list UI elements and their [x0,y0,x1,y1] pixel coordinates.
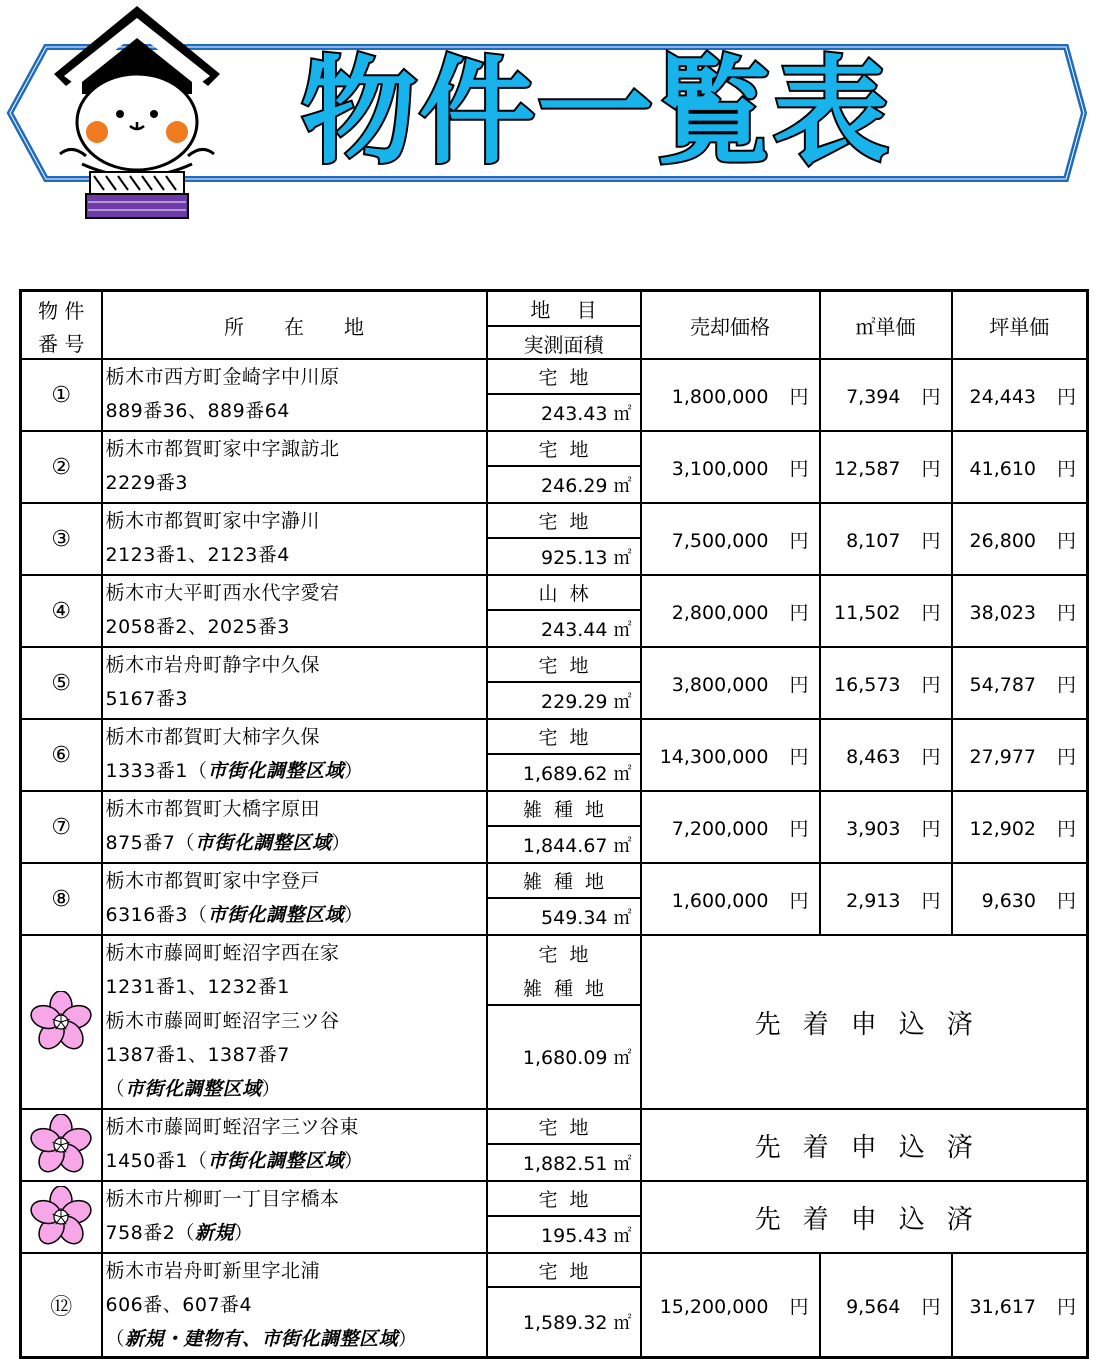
area-cell: 243.44 ㎡ [487,610,641,647]
tsubo-price-cell: 12,902 円 [952,791,1088,863]
row-number: ⑧ [21,863,102,935]
price-cell: 14,300,000 円 [641,719,820,791]
category-cell: 宅地 [487,647,641,682]
category-cell: 宅地 [487,935,641,970]
row-number: ⑥ [21,719,102,791]
table-row [21,1109,1088,1144]
table-row [21,647,1088,682]
header-price: 売却価格 [641,291,820,360]
header-number [21,291,102,360]
row-number: ⑫ [21,1253,102,1358]
sqm-price-cell: 12,587 円 [820,431,952,503]
table-row [21,1181,1088,1216]
category-cell: 雑種地 [487,863,641,898]
row-number: ⑤ [21,647,102,719]
sqm-price-cell: 7,394 円 [820,359,952,431]
page-title: 物件一覧表 [301,45,891,180]
row-number-flower [21,935,102,1109]
row-number-flower [21,1181,102,1253]
table-row [21,503,1088,538]
header-location: 所 在 地 [102,291,487,360]
sqm-price-cell: 16,573 円 [820,647,952,719]
table-row [21,791,1088,826]
tsubo-price-cell: 26,800 円 [952,503,1088,575]
price-cell: 3,100,000 円 [641,431,820,503]
category-cell: 宅地 [487,1109,641,1144]
category-cell: 宅地 [487,1253,641,1287]
header-number-bottom: 番 号 [38,331,85,356]
status-sold: 先着申込済 [641,1181,1088,1253]
tsubo-price-cell: 38,023 円 [952,575,1088,647]
category-cell: 宅地 [487,359,641,394]
area-cell: 925.13 ㎡ [487,538,641,575]
table-header-row [21,291,1088,360]
row-number: ④ [21,575,102,647]
flower-icon [29,991,93,1053]
address-cell: 栃木市都賀町家中字登戸 6316番3（市街化調整区域） [102,863,487,935]
sqm-price-cell: 8,463 円 [820,719,952,791]
price-cell: 7,200,000 円 [641,791,820,863]
address-cell: 栃木市岩舟町静字中久保 5167番3 [102,647,487,719]
category-cell: 雑種地 [487,970,641,1005]
table-row [21,1253,1088,1287]
sqm-price-cell: 9,564 円 [820,1253,952,1358]
header-tsubo-price: 坪単価 [952,291,1088,360]
status-sold: 先着申込済 [641,1109,1088,1181]
table-row [21,935,1088,970]
row-number: ③ [21,503,102,575]
flower-icon [29,1114,93,1176]
price-cell: 3,800,000 円 [641,647,820,719]
table-row [21,863,1088,898]
area-cell: 1,882.51 ㎡ [487,1144,641,1181]
tsubo-price-cell: 31,617 円 [952,1253,1088,1358]
address-cell: 栃木市都賀町大橋字原田 875番7（市街化調整区域） [102,791,487,863]
area-cell: 243.43 ㎡ [487,394,641,431]
tsubo-price-cell: 24,443 円 [952,359,1088,431]
sqm-price-cell: 11,502 円 [820,575,952,647]
price-cell: 2,800,000 円 [641,575,820,647]
price-cell: 15,200,000 円 [641,1253,820,1358]
table-row [21,719,1088,754]
row-number-flower [21,1109,102,1181]
tsubo-price-cell: 54,787 円 [952,647,1088,719]
header-number-top: 物 件 [38,298,85,323]
area-cell: 246.29 ㎡ [487,466,641,503]
address-cell: 栃木市西方町金崎字中川原 889番36、889番64 [102,359,487,431]
address-cell: 栃木市藤岡町蛭沼字西在家 1231番1、1232番1 栃木市藤岡町蛭沼字三ツ谷 1387番1、1387番7 （市街化調整区域） [102,935,487,1109]
address-cell: 栃木市都賀町大柿字久保 1333番1（市街化調整区域） [102,719,487,791]
address-cell: 栃木市岩舟町新里字北浦 606番、607番4 （新規・建物有、市街化調整区域） [102,1253,487,1358]
address-cell: 栃木市都賀町家中字諏訪北 2229番3 [102,431,487,503]
category-cell: 宅地 [487,719,641,754]
table-row [21,431,1088,466]
header-sqm-price: ㎡単価 [820,291,952,360]
category-cell: 雑種地 [487,791,641,826]
category-cell: 山林 [487,575,641,610]
category-cell: 宅地 [487,1181,641,1216]
table-row [21,575,1088,610]
area-cell: 1,589.32 ㎡ [487,1287,641,1358]
property-table [19,289,1089,1359]
sqm-price-cell: 3,903 円 [820,791,952,863]
header-area: 実測面積 [523,333,604,357]
header-category: 地 目 [488,292,640,327]
address-cell: 栃木市都賀町家中字瀞川 2123番1、2123番4 [102,503,487,575]
address-cell: 栃木市片柳町一丁目字橋本 758番2（新規） [102,1181,487,1253]
area-cell: 1,680.09 ㎡ [487,1005,641,1109]
row-number: ⑦ [21,791,102,863]
area-cell: 549.34 ㎡ [487,898,641,935]
flower-icon [29,1186,93,1248]
area-cell: 1,689.62 ㎡ [487,754,641,791]
row-number: ① [21,359,102,431]
area-cell: 1,844.67 ㎡ [487,826,641,863]
price-cell: 7,500,000 円 [641,503,820,575]
header-category-area [487,291,641,360]
tsubo-price-cell: 41,610 円 [952,431,1088,503]
price-cell: 1,600,000 円 [641,863,820,935]
area-cell: 229.29 ㎡ [487,682,641,719]
mascot-icon [42,4,232,224]
table-row [21,359,1088,394]
tsubo-price-cell: 27,977 円 [952,719,1088,791]
row-number: ② [21,431,102,503]
category-cell: 宅地 [487,431,641,466]
category-cell: 宅地 [487,503,641,538]
address-cell: 栃木市大平町西水代字愛宕 2058番2、2025番3 [102,575,487,647]
area-cell: 195.43 ㎡ [487,1216,641,1253]
tsubo-price-cell: 9,630 円 [952,863,1088,935]
address-cell: 栃木市藤岡町蛭沼字三ツ谷東 1450番1（市街化調整区域） [102,1109,487,1181]
sqm-price-cell: 8,107 円 [820,503,952,575]
price-cell: 1,800,000 円 [641,359,820,431]
status-sold: 先着申込済 [641,935,1088,1109]
sqm-price-cell: 2,913 円 [820,863,952,935]
